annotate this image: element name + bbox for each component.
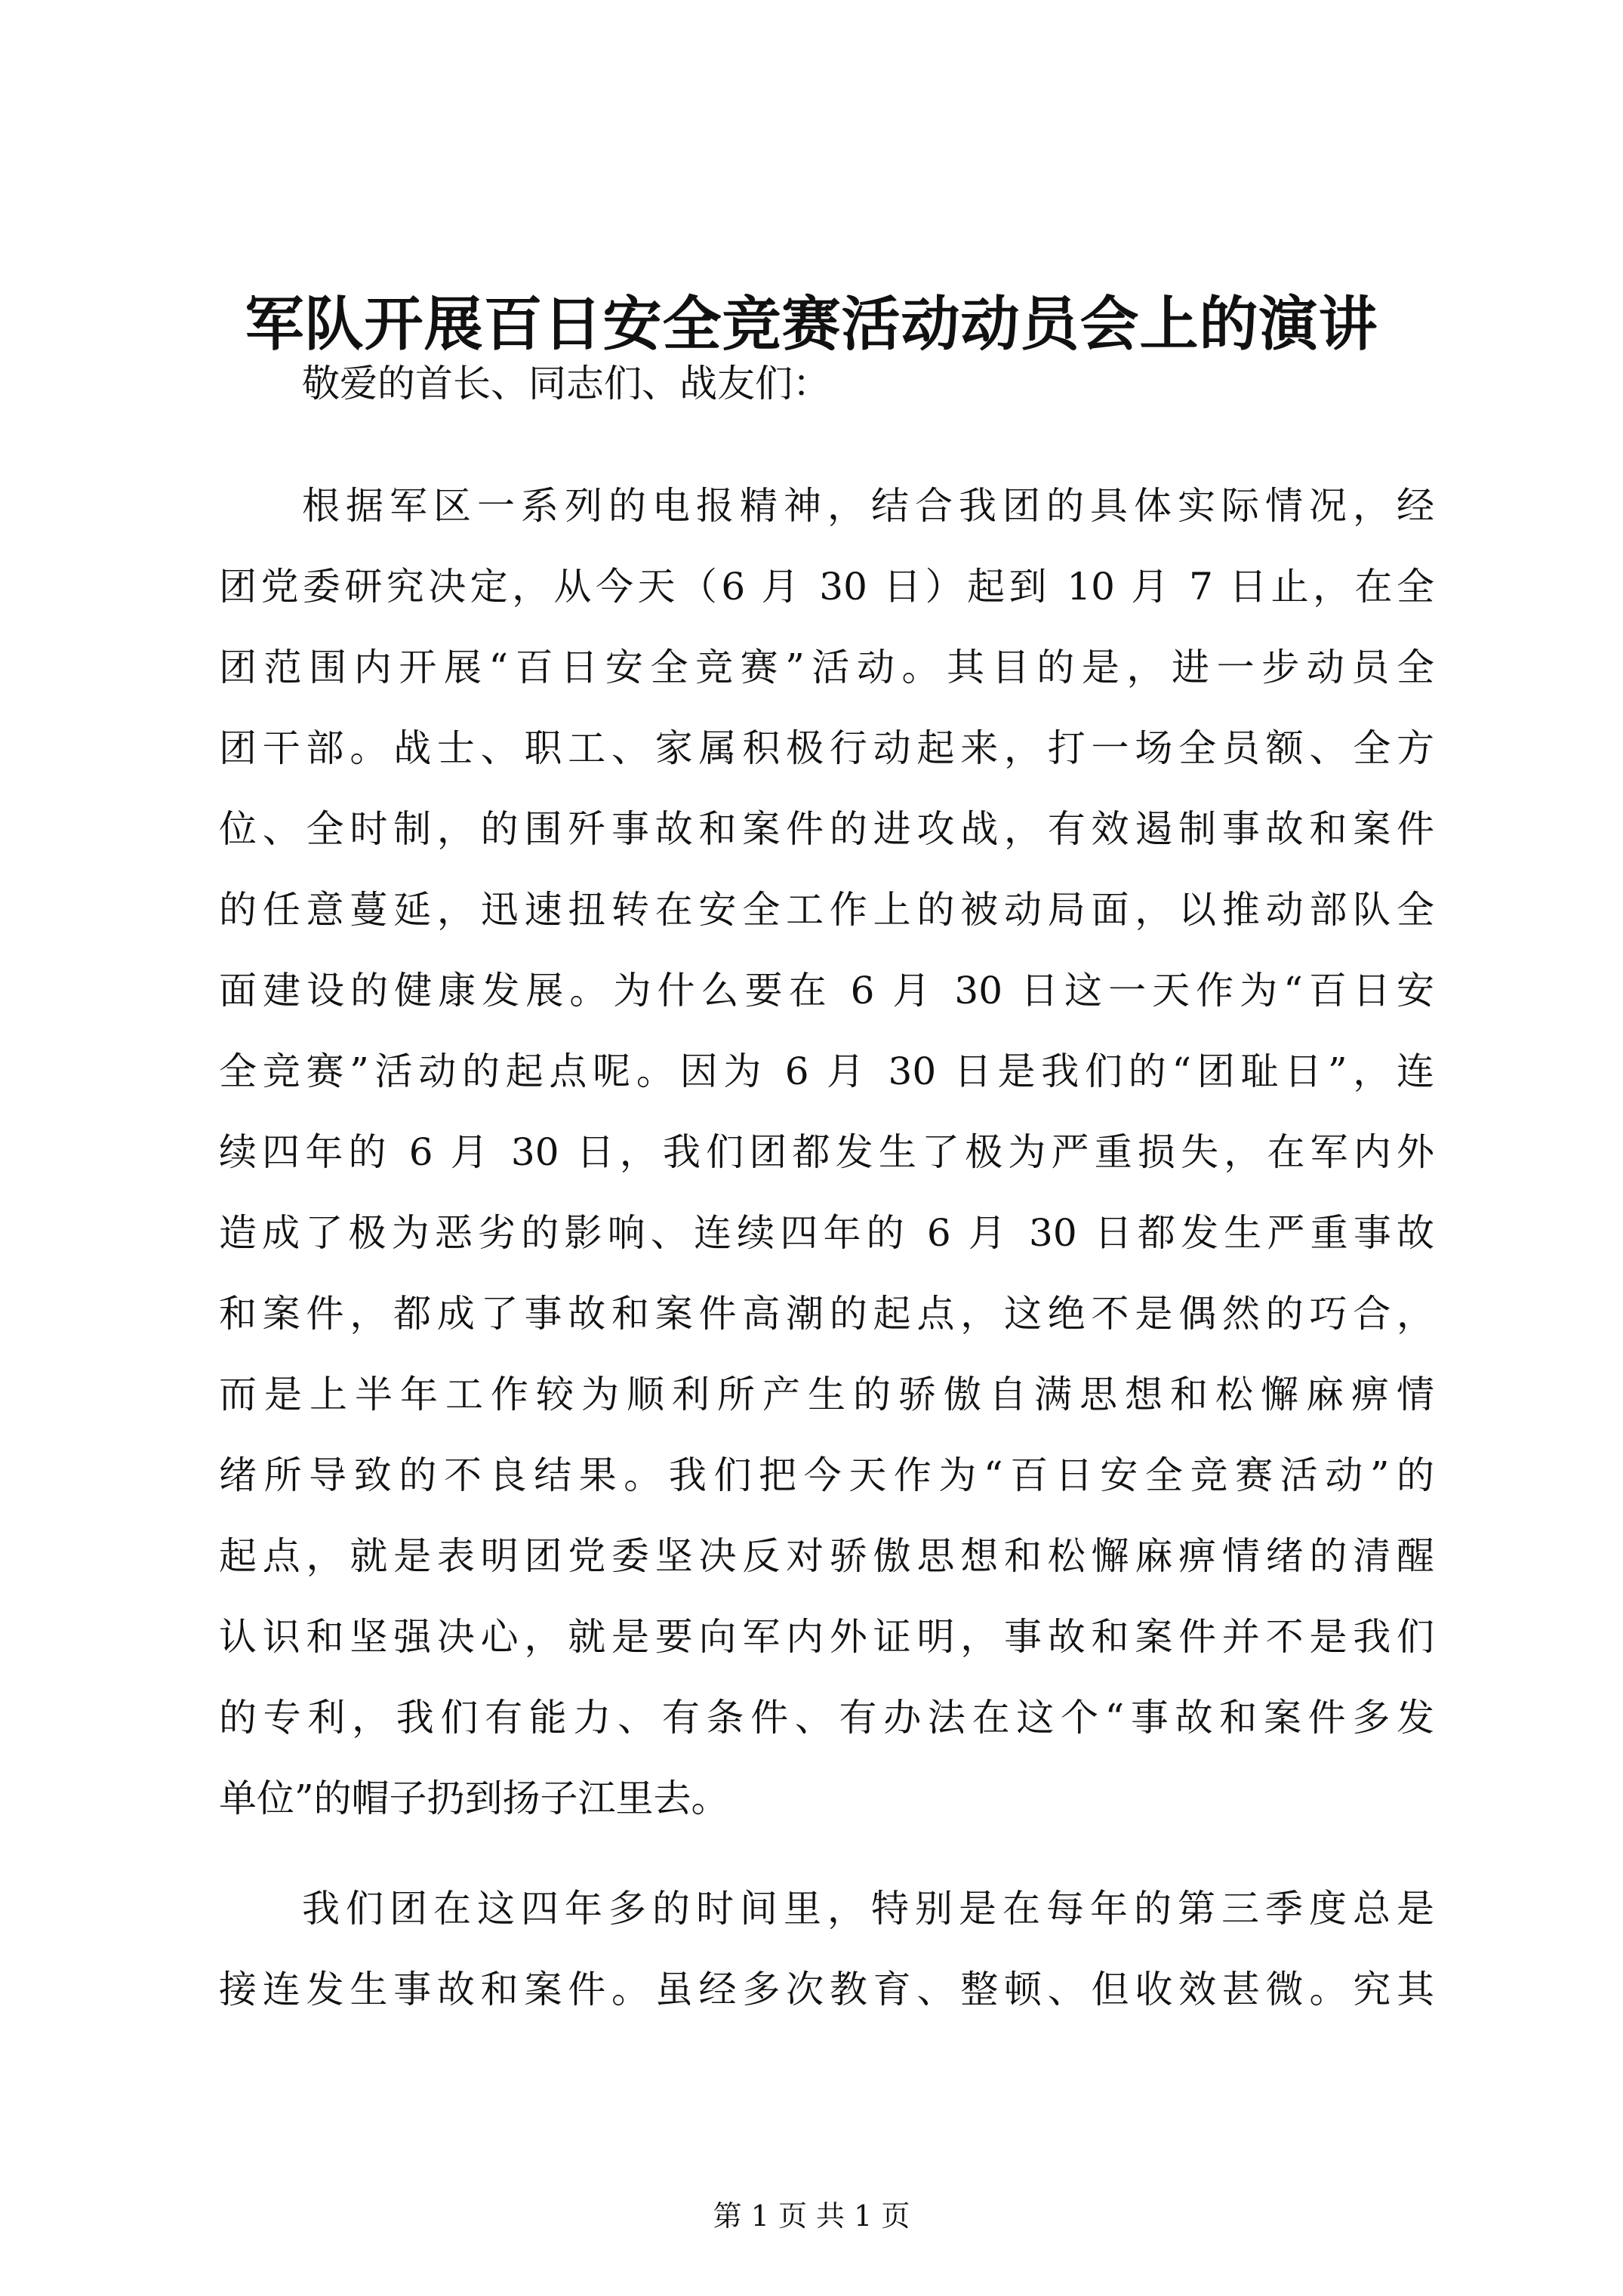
salutation-paragraph (219, 344, 1434, 424)
paragraph-line: 造成了极为恶劣的影响、连续四年的 6 月 30 日都发生严重事故 (219, 1211, 1434, 1255)
paragraph-line: 团干部。战士、职工、家属积极行动起来，打一场全员额、全方 (219, 726, 1434, 770)
paragraph-line: 根据军区一系列的电报精神，结合我团的具体实际情况，经 (302, 484, 1434, 528)
paragraph-line: 绪所导致的不良结果。我们把今天作为“百日安全竞赛活动”的 (219, 1453, 1434, 1497)
paragraph-line: 接连发生事故和案件。虽经多次教育、整顿、但收效甚微。究其 (219, 1968, 1434, 2011)
paragraph-line: 单位”的帽子扔到扬子江里去。 (219, 1777, 729, 1820)
paragraph-2 (219, 1869, 1434, 2030)
paragraph-1 (219, 466, 1434, 1839)
paragraph-line: 全竞赛”活动的起点呢。因为 6 月 30 日是我们的“团耻日”，连 (219, 1049, 1434, 1093)
paragraph-line: 面建设的健康发展。为什么要在 6 月 30 日这一天作为“百日安 (219, 969, 1434, 1012)
paragraph-line: 而是上半年工作较为顺利所产生的骄傲自满思想和松懈麻痹情 (219, 1373, 1434, 1416)
document-title: 军队开展百日安全竞赛活动动员会上的演讲 (245, 290, 1378, 359)
paragraph-line: 起点，就是表明团党委坚决反对骄傲思想和松懈麻痹情绪的清醒 (219, 1534, 1434, 1578)
paragraph-line: 和案件，都成了事故和案件高潮的起点，这绝不是偶然的巧合， (219, 1292, 1434, 1336)
paragraph-line: 我们团在这四年多的时间里，特别是在每年的第三季度总是 (302, 1887, 1434, 1931)
page-footer: 第 1 页 共 1 页 (713, 2199, 910, 2233)
paragraph-line: 的任意蔓延，迅速扭转在安全工作上的被动局面，以推动部队全 (219, 888, 1434, 932)
paragraph-line: 续四年的 6 月 30 日，我们团都发生了极为严重损失，在军内外 (219, 1130, 1434, 1174)
paragraph-line: 团党委研究决定，从今天（6 月 30 日）起到 10 月 7 日止，在全 (219, 565, 1434, 609)
paragraph-line: 的专利，我们有能力、有条件、有办法在这个“事故和案件多发 (219, 1696, 1434, 1740)
salutation-line: 敬爱的首长、同志们、战友们： (302, 362, 830, 405)
paragraph-line: 位、全时制，的围歼事故和案件的进攻战，有效遏制事故和案件 (219, 807, 1434, 851)
paragraph-line: 认识和坚强决心，就是要向军内外证明，事故和案件并不是我们 (219, 1615, 1434, 1659)
paragraph-line: 团范围内开展“百日安全竞赛”活动。其目的是，进一步动员全 (219, 646, 1434, 689)
